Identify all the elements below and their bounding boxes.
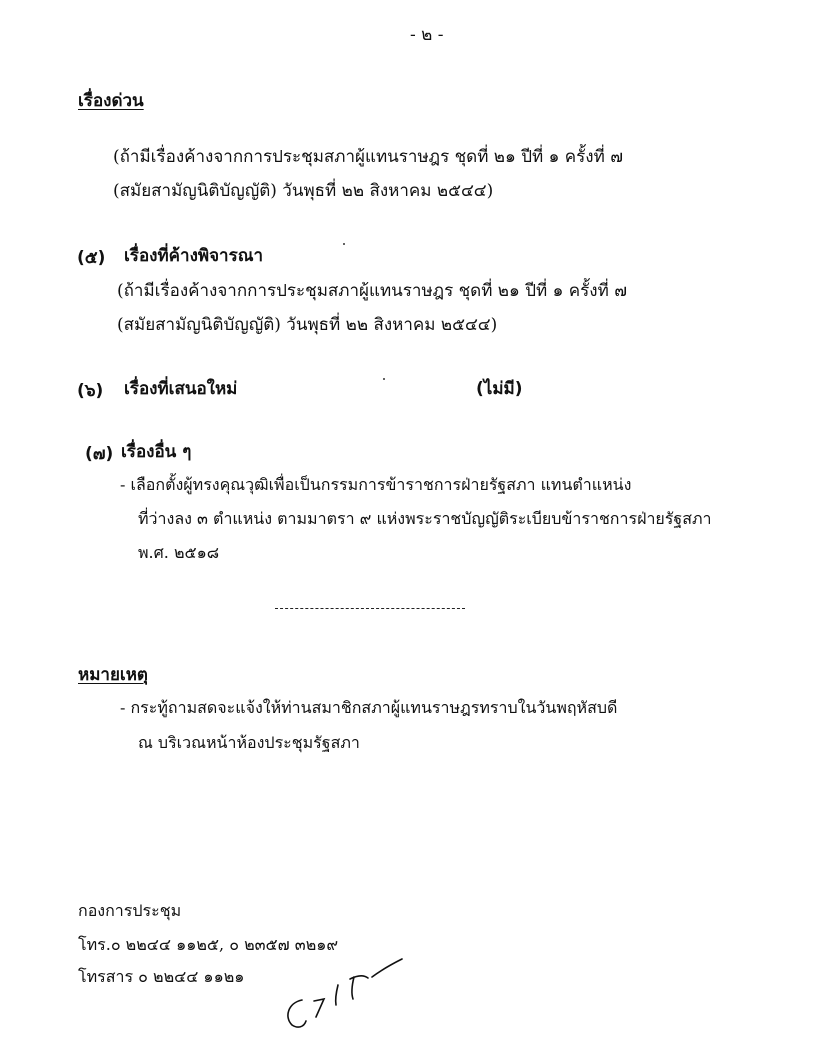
note-heading: หมายเหตุ	[78, 665, 148, 685]
section6-status: (ไม่มี)	[476, 379, 523, 399]
footer-office: กองการประชุม	[78, 901, 182, 920]
footer-phone: โทร.๐ ๒๒๔๔ ๑๑๒๕, ๐ ๒๓๕๗ ๓๒๑๙	[78, 935, 339, 954]
section6-number: (๖)	[77, 381, 104, 401]
section5-heading: เรื่องที่ค้างพิจารณา	[124, 246, 264, 266]
section-divider	[275, 608, 465, 609]
section5-line-2: (สมัยสามัญนิติบัญญัติ) วันพุธที่ ๒๒ สิงหาคม ๒๕๔๔)	[117, 315, 498, 335]
section7-line-3: พ.ศ. ๒๕๑๘	[138, 543, 220, 562]
note-line-2: ณ บริเวณหน้าห้องประชุมรัฐสภา	[138, 733, 360, 752]
urgent-line-1: (ถ้ามีเรื่องค้างจากการประชุมสภาผู้แทนราษฎร ชุดที่ ๒๑ ปีที่ ๑ ครั้งที่ ๗	[113, 147, 623, 167]
section7-number: (๗)	[85, 444, 114, 464]
section7-line-1: - เลือกตั้งผู้ทรงคุณวุฒิเพื่อเป็นกรรมการข้าราชการฝ่ายรัฐสภา แทนตำแหน่ง	[120, 475, 632, 494]
section7-line-2: ที่ว่างลง ๓ ตำแหน่ง ตามมาตรา ๙ แห่งพระราชบัญญัติระเบียบข้าราชการฝ่ายรัฐสภา	[138, 509, 712, 528]
note-line-1: - กระทู้ถามสดจะแจ้งให้ท่านสมาชิกสภาผู้แทนราษฎรทราบในวันพฤหัสบดี	[120, 698, 618, 717]
footer-fax: โทรสาร ๐ ๒๒๔๔ ๑๑๒๑	[78, 967, 245, 986]
urgent-line-2: (สมัยสามัญนิติบัญญัติ) วันพุธที่ ๒๒ สิงหาคม ๒๕๔๔)	[113, 181, 494, 201]
urgent-heading: เรื่องด่วน	[78, 91, 144, 111]
section6-heading: เรื่องที่เสนอใหม่	[124, 379, 238, 399]
section7-heading: เรื่องอื่น ๆ	[121, 442, 192, 462]
scan-speck	[343, 243, 345, 245]
handwritten-initials	[280, 955, 410, 1045]
page-number: - ๒ -	[410, 25, 444, 45]
section5-line-1: (ถ้ามีเรื่องค้างจากการประชุมสภาผู้แทนราษฎร ชุดที่ ๒๑ ปีที่ ๑ ครั้งที่ ๗	[117, 281, 627, 301]
scan-speck	[383, 378, 385, 380]
section5-number: (๕)	[77, 248, 106, 268]
